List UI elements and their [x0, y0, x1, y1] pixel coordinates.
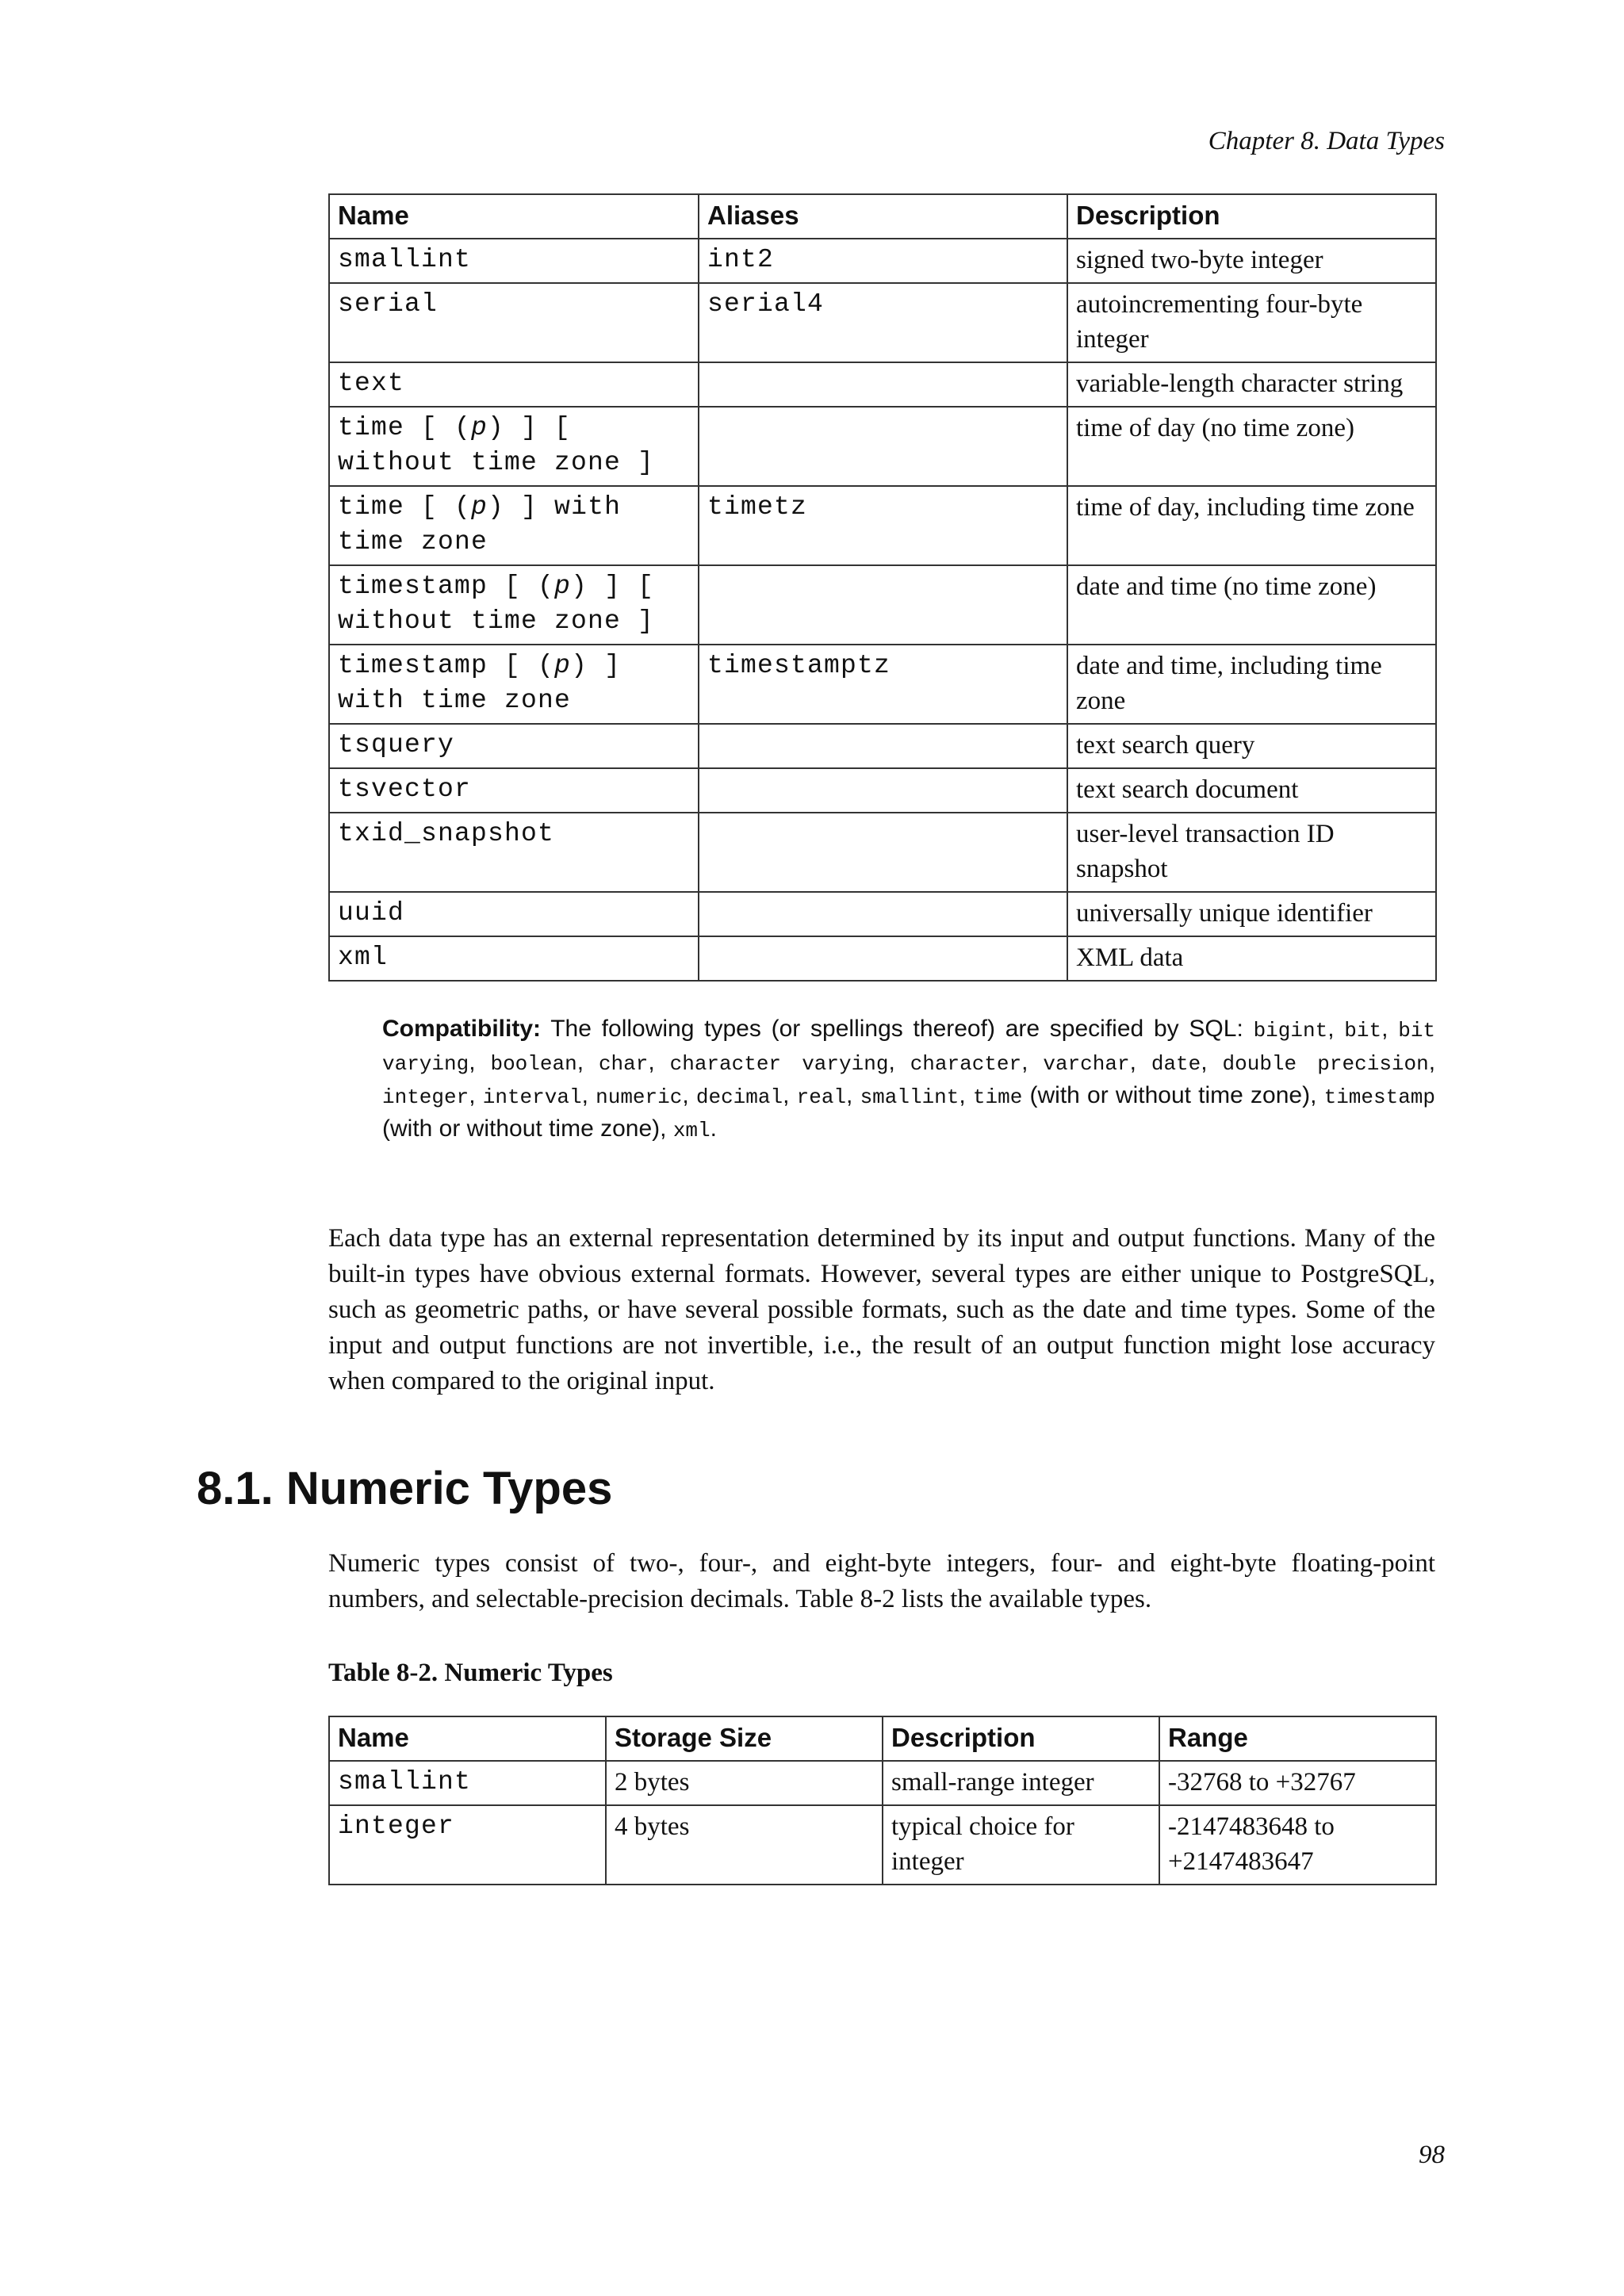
type-name: text: [329, 362, 699, 407]
type-alias: timestamptz: [699, 645, 1067, 724]
value-range: -2147483648 to +2147483647: [1159, 1805, 1436, 1885]
data-types-table: [328, 193, 1437, 982]
type-description: text search document: [1067, 768, 1436, 813]
type-alias: [699, 813, 1067, 892]
type-alias: int2: [699, 239, 1067, 283]
column-header-storage-size: Storage Size: [606, 1716, 883, 1761]
table-row: [329, 724, 1436, 768]
type-alias: [699, 724, 1067, 768]
type-description: date and time, including time zone: [1067, 645, 1436, 724]
column-header-aliases: Aliases: [699, 194, 1067, 239]
table-row: [329, 936, 1436, 981]
type-description: small-range integer: [883, 1761, 1159, 1805]
type-alias: [699, 407, 1067, 486]
type-name: serial: [329, 283, 699, 362]
table-row: [329, 813, 1436, 892]
type-description: time of day (no time zone): [1067, 407, 1436, 486]
type-description: typical choice for integer: [883, 1805, 1159, 1885]
storage-size: 2 bytes: [606, 1761, 883, 1805]
table-row: [329, 362, 1436, 407]
column-header-description: Description: [1067, 194, 1436, 239]
type-alias: [699, 936, 1067, 981]
type-alias: timetz: [699, 486, 1067, 565]
type-name: time [ (p) ] [ without time zone ]: [329, 407, 699, 486]
table-header-row: [329, 194, 1436, 239]
type-name: uuid: [329, 892, 699, 936]
table-row: [329, 768, 1436, 813]
value-range: -32768 to +32767: [1159, 1761, 1436, 1805]
type-alias: serial4: [699, 283, 1067, 362]
compatibility-note: Compatibility: The following types (or spellings thereof) are specified by SQL: bigint, bit, bit varying, boolean, char, character varying, character, varchar, date, double precision, integer, interval, numeric, decimal, real, smallint, time (with or without time zone), timestamp (with or without time zone), xml.: [382, 1016, 1436, 1142]
type-name: smallint: [329, 1761, 606, 1805]
compatibility-label: Compatibility:: [382, 1016, 541, 1042]
type-name: xml: [329, 936, 699, 981]
type-description: date and time (no time zone): [1067, 565, 1436, 645]
column-header-description: Description: [883, 1716, 1159, 1761]
type-name: integer: [329, 1805, 606, 1885]
type-name: timestamp [ (p) ] with time zone: [329, 645, 699, 724]
table-row: [329, 239, 1436, 283]
type-description: autoincrementing four-byte integer: [1067, 283, 1436, 362]
section-intro-paragraph: Numeric types consist of two-, four-, and eight-byte integers, four- and eight-byte floating-point numbers, and selectable-precision decimals. Table 8-2 lists the available types.: [328, 1549, 1435, 1613]
type-alias: [699, 565, 1067, 645]
table-row: [329, 892, 1436, 936]
type-alias: [699, 362, 1067, 407]
section-title: 8.1. Numeric Types: [197, 1463, 613, 1514]
type-description: universally unique identifier: [1067, 892, 1436, 936]
table-row: [329, 1805, 1436, 1885]
table-row: [329, 565, 1436, 645]
type-name: timestamp [ (p) ] [ without time zone ]: [329, 565, 699, 645]
running-header: Chapter 8. Data Types: [1208, 127, 1445, 155]
column-header-name: Name: [329, 194, 699, 239]
type-description: variable-length character string: [1067, 362, 1436, 407]
table-header-row: [329, 1716, 1436, 1761]
table-row: [329, 645, 1436, 724]
type-name: tsquery: [329, 724, 699, 768]
table-row: [329, 407, 1436, 486]
type-alias: [699, 768, 1067, 813]
type-description: XML data: [1067, 936, 1436, 981]
type-description: user-level transaction ID snapshot: [1067, 813, 1436, 892]
column-header-name: Name: [329, 1716, 606, 1761]
type-description: time of day, including time zone: [1067, 486, 1436, 565]
table-row: [329, 486, 1436, 565]
type-description: signed two-byte integer: [1067, 239, 1436, 283]
type-name: tsvector: [329, 768, 699, 813]
type-name: txid_snapshot: [329, 813, 699, 892]
type-name: time [ (p) ] with time zone: [329, 486, 699, 565]
column-header-range: Range: [1159, 1716, 1436, 1761]
table-row: [329, 283, 1436, 362]
table-row: [329, 1761, 1436, 1805]
type-alias: [699, 892, 1067, 936]
storage-size: 4 bytes: [606, 1805, 883, 1885]
page-number: 98: [1419, 2141, 1445, 2169]
type-name: smallint: [329, 239, 699, 283]
type-description: text search query: [1067, 724, 1436, 768]
body-paragraph: Each data type has an external representation determined by its input and output functions. Many of the built-in types have obvious external formats. However, several types are either unique to PostgreSQL, such as geometric paths, or have several possible formats, such as the date and time types. Some of the input and output functions are not invertible, i.e., the result of an output function might lose accuracy when compared to the original input.: [328, 1224, 1435, 1395]
table-caption: Table 8-2. Numeric Types: [328, 1659, 613, 1687]
numeric-types-table: [328, 1716, 1437, 1885]
